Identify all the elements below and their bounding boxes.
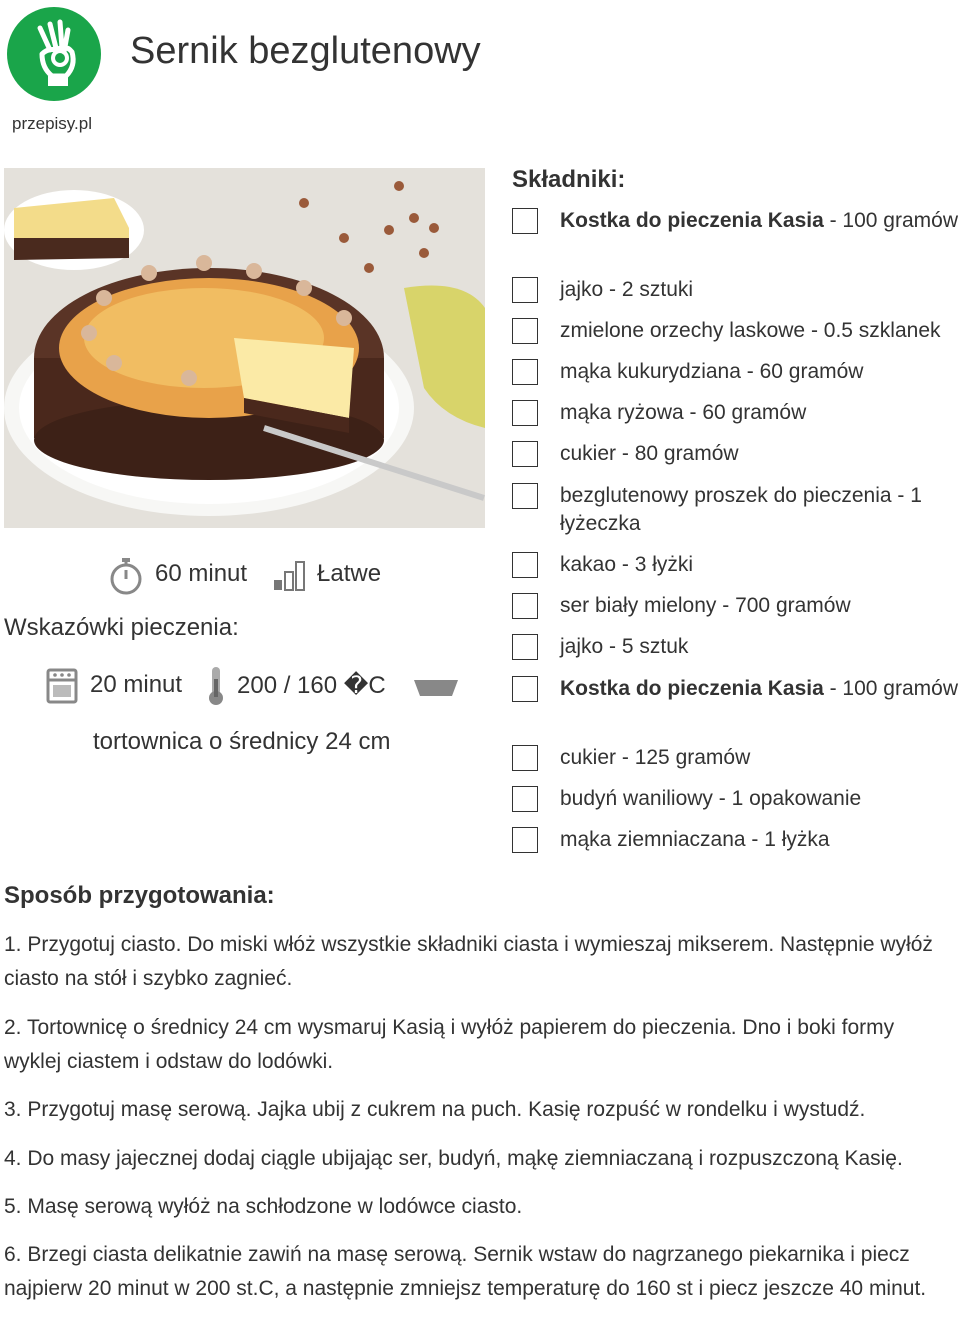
ingredient-name: mąka kukurydziana xyxy=(560,360,741,383)
cheesecake-photo xyxy=(4,168,485,528)
temperature: 200 / 160 �C xyxy=(237,672,386,699)
ingredient-checkbox[interactable] xyxy=(512,400,538,426)
recipe-title: Sernik bezglutenowy xyxy=(130,30,481,72)
ingredient-amount: - 100 gramów xyxy=(823,677,958,700)
ingredient-amount: - 0.5 szklanek xyxy=(805,319,941,342)
ingredient-name: cukier xyxy=(560,746,617,769)
ingredient-name: jajko xyxy=(560,635,604,658)
ingredient-name: mąka ryżowa xyxy=(560,401,684,424)
thermometer-icon xyxy=(206,665,226,707)
ingredient-checkbox[interactable] xyxy=(512,676,538,702)
ingredient-name: budyń waniliowy xyxy=(560,787,713,810)
ingredient-amount: - 1 opakowanie xyxy=(712,787,862,810)
ingredient-checkbox[interactable] xyxy=(512,441,538,467)
baking-pan-icon xyxy=(414,678,458,698)
pan-size: tortownica o średnicy 24 cm xyxy=(93,728,391,755)
difficulty: Łatwe xyxy=(317,560,382,587)
ingredient-name: bezglutenowy proszek do pieczenia xyxy=(560,484,892,507)
preparation-step: 5. Masę serową wyłóż na schłodzone w lodówce ciasto. xyxy=(4,1195,523,1218)
bake-time: 20 minut xyxy=(90,671,183,698)
site-name: przepisy.pl xyxy=(12,114,92,133)
ingredient-amount: - 5 sztuk xyxy=(603,635,689,658)
preparation-step: 4. Do masy jajecznej dodaj ciągle ubijając ser, budyń, mąkę ziemniaczaną i rozpuszczoną Kasię. xyxy=(4,1147,903,1170)
ingredient-checkbox[interactable] xyxy=(512,593,538,619)
preparation-step: 2. Tortownicę o średnicy 24 cm wysmaruj Kasią i wyłóż papierem do pieczenia. Dno i boki formy wyklej ciastem i odstaw do lodówki. xyxy=(4,1016,895,1073)
ingredient-name: kakao xyxy=(560,553,617,576)
ingredient-name: Kostka do pieczenia Kasia xyxy=(560,209,824,232)
ingredient-amount: - 1 łyżka xyxy=(745,828,830,851)
ingredient-name: Kostka do pieczenia Kasia xyxy=(560,677,824,700)
ingredient-checkbox[interactable] xyxy=(512,745,538,771)
ingredient-name: zmielone orzechy laskowe xyxy=(560,319,806,342)
baking-tips-title: Wskazówki pieczenia: xyxy=(4,614,239,641)
ingredient-checkbox[interactable] xyxy=(512,827,538,853)
ingredient-name: ser biały mielony xyxy=(560,594,717,617)
ingredient-checkbox[interactable] xyxy=(512,318,538,344)
ingredient-checkbox[interactable] xyxy=(512,483,538,509)
ingredient-amount: - 2 sztuki xyxy=(603,278,694,301)
ingredient-name: jajko xyxy=(560,278,604,301)
ingredient-amount: - 60 gramów xyxy=(683,401,807,424)
ingredient-checkbox[interactable] xyxy=(512,277,538,303)
ingredient-amount: - 80 gramów xyxy=(616,442,739,465)
ingredient-checkbox[interactable] xyxy=(512,552,538,578)
ingredient-name: mąka ziemniaczana xyxy=(560,828,746,851)
przepisy-logo xyxy=(6,6,102,102)
total-time: 60 minut xyxy=(155,560,248,587)
ingredient-amount: - 3 łyżki xyxy=(616,553,694,576)
ingredient-amount: - 125 gramów xyxy=(616,746,751,769)
difficulty-icon xyxy=(272,560,308,592)
ingredient-name: cukier xyxy=(560,442,617,465)
ingredient-amount: - 1 łyżeczka xyxy=(560,484,922,535)
ingredient-checkbox[interactable] xyxy=(512,786,538,812)
ingredients-title: Składniki: xyxy=(512,166,626,193)
preparation-title: Sposób przygotowania: xyxy=(4,882,275,909)
ingredient-checkbox[interactable] xyxy=(512,359,538,385)
ingredient-checkbox[interactable] xyxy=(512,634,538,660)
stopwatch-icon xyxy=(108,556,144,596)
preparation-step: 6. Brzegi ciasta delikatnie zawiń na masę serową. Sernik wstaw do nagrzanego piekarnika i piecz najpierw 20 minut w 200 st.C, a następnie zmniejsz temperaturę do 160 st i piecz jeszcze 40 minut. xyxy=(4,1243,927,1300)
oven-icon xyxy=(46,668,78,704)
ingredient-checkbox[interactable] xyxy=(512,208,538,234)
ingredient-amount: - 700 gramów xyxy=(716,594,851,617)
ingredient-amount: - 60 gramów xyxy=(740,360,864,383)
ingredient-amount: - 100 gramów xyxy=(823,209,958,232)
preparation-step: 3. Przygotuj masę serową. Jajka ubij z cukrem na puch. Kasię rozpuść w rondelku i wystudź. xyxy=(4,1098,866,1121)
preparation-step: 1. Przygotuj ciasto. Do miski włóż wszystkie składniki ciasta i wymieszaj mikserem. Następnie wyłóż ciasto na stół i szybko zagnieć. xyxy=(4,933,933,990)
